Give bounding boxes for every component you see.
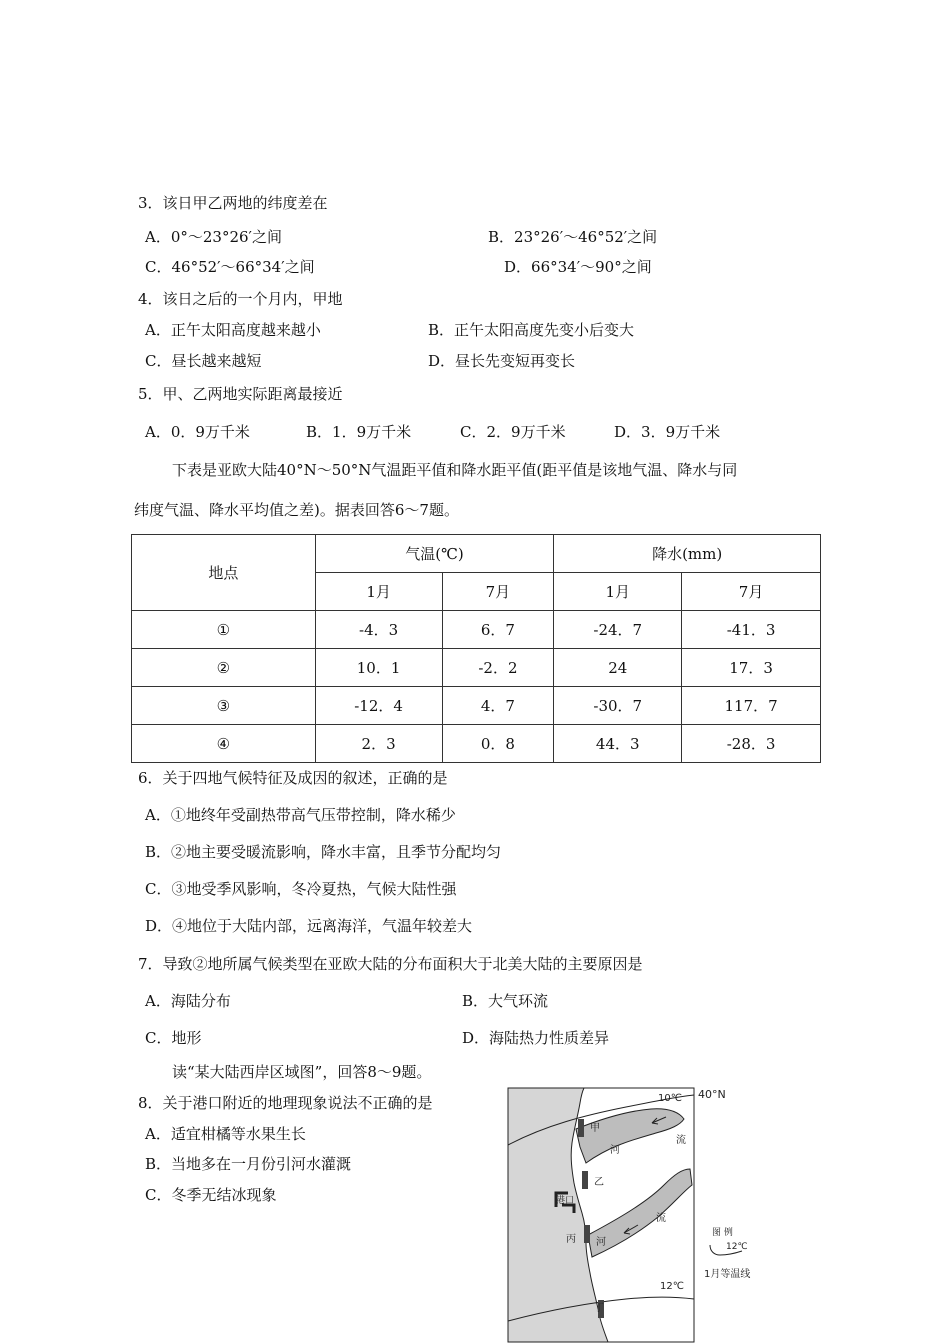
q8-option-a: A．适宜柑橘等水果生长 (145, 1125, 306, 1143)
temperature-header: 气温(℃) (315, 535, 554, 573)
climate-anomaly-table (131, 534, 821, 763)
river-label-north-liu: 流 (676, 1135, 686, 1146)
q5-option-d: D．3．9万千米 (614, 423, 721, 441)
q7-option-d: D．海陆热力性质差异 (462, 1029, 610, 1047)
month-header: 7月 (442, 573, 554, 611)
precip-jul-cell: -28．3 (682, 725, 821, 763)
port-label: 港口 (556, 1196, 575, 1206)
precip-jan-cell: 44．3 (554, 725, 682, 763)
q4-option-b: B．正午太阳高度先变小后变大 (428, 321, 635, 339)
table-row (132, 725, 821, 763)
place-bing: 丙 (566, 1234, 576, 1245)
month-header: 7月 (682, 573, 821, 611)
legend-title: 图 例 (712, 1228, 733, 1238)
q6-option-b: B．②地主要受暖流影响，降水丰富，且季节分配均匀 (145, 843, 502, 861)
temp-jan-cell: 2．3 (315, 725, 442, 763)
west-coast-region-map (506, 1085, 756, 1344)
q7-option-b: B．大气环流 (462, 992, 549, 1010)
precip-jul-cell: 17．3 (682, 649, 821, 687)
precip-jul-cell: 117．7 (682, 687, 821, 725)
q4-option-c: C．昼长越来越短 (145, 352, 262, 370)
legend-description: 1月等温线 (704, 1269, 751, 1280)
intro-line-1: 下表是亚欧大陆40°N～50°N气温距平值和降水距平值(距平值是该地气温、降水与同 (172, 461, 738, 479)
river-label-south-he: 河 (596, 1237, 606, 1248)
temp-jul-cell: 6．7 (442, 611, 554, 649)
q7-option-c: C．地形 (145, 1029, 202, 1047)
temp-jan-cell: -12．4 (315, 687, 442, 725)
river-label-south-liu: 流 (656, 1213, 666, 1224)
place-ding: 丁 (594, 1303, 604, 1314)
q4-option-d: D．昼长先变短再变长 (428, 352, 576, 370)
q4-stem: 4．该日之后的一个月内，甲地 (138, 290, 343, 308)
map-intro: 读“某大陆西岸区域图”，回答8～9题。 (172, 1063, 432, 1081)
precipitation-header: 降水(mm) (554, 535, 821, 573)
q8-option-b: B．当地多在一月份引河水灌溉 (145, 1155, 352, 1173)
coast-mark-yi (582, 1171, 588, 1189)
month-header: 1月 (315, 573, 442, 611)
q8-option-c: C．冬季无结冰现象 (145, 1186, 277, 1204)
q3-option-a: A．0°～23°26′之间 (145, 228, 282, 246)
precip-jul-cell: -41．3 (682, 611, 821, 649)
place-cell: ③ (132, 687, 316, 725)
q6-stem: 6．关于四地气候特征及成因的叙述，正确的是 (138, 769, 448, 787)
table-row (132, 687, 821, 725)
place-cell: ④ (132, 725, 316, 763)
q8-stem: 8．关于港口附近的地理现象说法不正确的是 (138, 1094, 433, 1112)
q5-option-a: A．0．9万千米 (145, 423, 250, 441)
isotherm-12-label: 12℃ (660, 1281, 684, 1292)
isotherm-10-label: 10℃ (658, 1093, 682, 1104)
place-yi: 乙 (594, 1177, 604, 1188)
q6-option-a: A．①地终年受副热带高气压带控制，降水稀少 (145, 806, 456, 824)
latitude-label: 40°N (698, 1088, 726, 1101)
temp-jan-cell: 10．1 (315, 649, 442, 687)
table-row (132, 649, 821, 687)
place-cell: ① (132, 611, 316, 649)
q7-option-a: A．海陆分布 (145, 992, 231, 1010)
q5-stem: 5．甲、乙两地实际距离最接近 (138, 385, 343, 403)
q3-option-d: D．66°34′～90°之间 (504, 258, 652, 276)
q3-option-b: B．23°26′～46°52′之间 (488, 228, 658, 246)
place-header: 地点 (132, 535, 316, 611)
precip-jan-cell: -30．7 (554, 687, 682, 725)
temp-jul-cell: -2．2 (442, 649, 554, 687)
place-cell: ② (132, 649, 316, 687)
q7-stem: 7．导致②地所属气候类型在亚欧大陆的分布面积大于北美大陆的主要原因是 (138, 955, 643, 973)
q6-option-d: D．④地位于大陆内部，远离海洋，气温年较差大 (145, 917, 473, 935)
coast-mark-jia (578, 1119, 584, 1137)
coast-mark-bing (584, 1225, 590, 1243)
table-row (132, 611, 821, 649)
temp-jan-cell: -4．3 (315, 611, 442, 649)
place-jia: 甲 (590, 1123, 600, 1134)
q5-option-b: B．1．9万千米 (306, 423, 412, 441)
river-label-north-he: 河 (610, 1145, 620, 1156)
legend-value: 12℃ (726, 1242, 748, 1252)
q4-option-a: A．正午太阳高度越来越小 (145, 321, 321, 339)
q5-option-c: C．2．9万千米 (460, 423, 566, 441)
temp-jul-cell: 0．8 (442, 725, 554, 763)
q6-option-c: C．③地受季风影响，冬冷夏热，气候大陆性强 (145, 880, 457, 898)
precip-jan-cell: -24．7 (554, 611, 682, 649)
month-header: 1月 (554, 573, 682, 611)
intro-line-2: 纬度气温、降水平均值之差)。据表回答6～7题。 (134, 501, 459, 519)
q3-stem: 3．该日甲乙两地的纬度差在 (138, 194, 328, 212)
precip-jan-cell: 24 (554, 649, 682, 687)
temp-jul-cell: 4．7 (442, 687, 554, 725)
q3-option-c: C．46°52′～66°34′之间 (145, 258, 315, 276)
